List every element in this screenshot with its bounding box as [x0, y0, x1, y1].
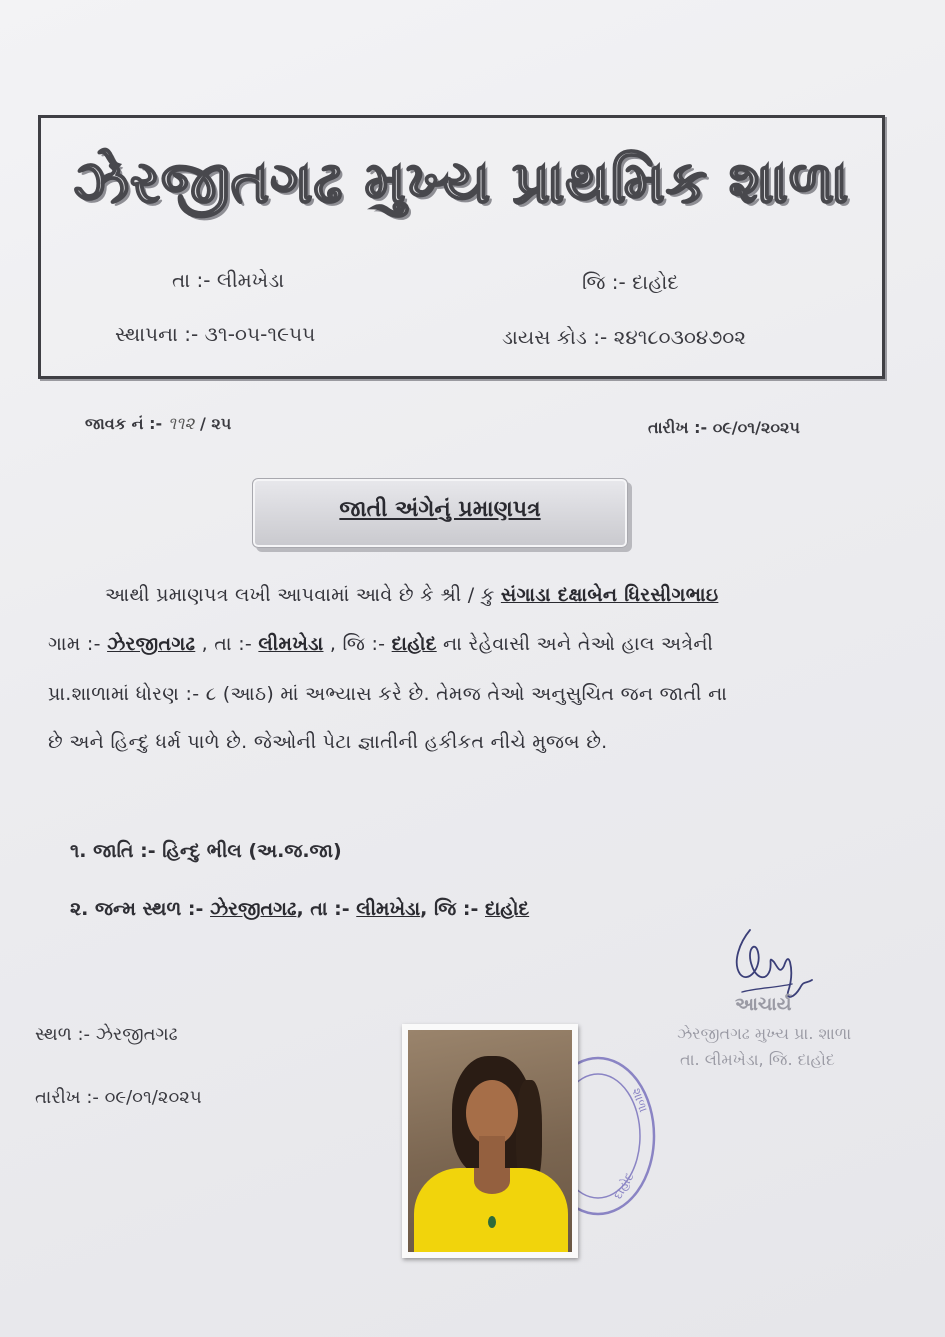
outward-number-suffix: / ૨૫: [199, 414, 232, 433]
body-line-1-text: આથી પ્રમાણપત્ર લખી આપવામાં આવે છે કે શ્રી / કુ: [105, 584, 501, 606]
birthplace-taluka-label: , તા :-: [296, 898, 357, 920]
district-value: દાહોદ: [391, 633, 437, 655]
signatory-address: તા. લીમખેડા, જિ. દાહોદ: [680, 1050, 835, 1069]
body-line-3: પ્રા.શાળામાં ધોરણ :- ૮ (આઠ) માં અભ્યાસ કરે છે. તેમજ તેઓ અનુસુચિત જન જાતી ના: [48, 683, 728, 705]
footer-date: તારીખ :- ૦૯/૦૧/૨૦૨૫: [35, 1087, 202, 1108]
header-taluka: તા :- લીમખેડા: [172, 268, 285, 292]
caste-detail: ૧. જાતિ :- હિન્દુ ભીલ (અ.જ.જા): [70, 840, 342, 862]
stamp-text-bottom: દાહોદ: [610, 1170, 637, 1202]
photo-collar: [474, 1168, 510, 1194]
outward-number-label: જાવક નં :-: [85, 414, 163, 433]
certificate-title: જાતી અંગેનું પ્રમાણપત્ર: [339, 497, 541, 522]
student-name: સંગાડા દક્ષાબેન ધિરસીગભાઇ: [500, 584, 719, 606]
outward-number: [85, 414, 231, 434]
outward-number-handwritten: ૧૧૨: [167, 414, 195, 434]
signatory-title: આચાર્ય: [735, 994, 792, 1015]
taluka-value: લીમખેડા: [258, 633, 324, 655]
birthplace-village: ઝેરજીતગઢ: [210, 898, 297, 920]
photo-neck: [479, 1136, 505, 1172]
body-line-2-rest: ના રેહેવાસી અને તેઓ હાલ અત્રેની: [436, 633, 714, 655]
photo-pendant: [488, 1216, 496, 1228]
header-established: સ્થાપના :- ૩૧-૦૫-૧૯૫૫: [115, 322, 316, 346]
signatory-school: ઝેરજીતગઢ મુખ્ય પ્રા. શાળા: [677, 1024, 852, 1043]
footer-place: સ્થળ :- ઝેરજીતગઢ: [35, 1024, 178, 1045]
certificate-title-box: [252, 478, 628, 548]
birthplace-district-label: , જિ :-: [420, 898, 485, 920]
body-line-1: [105, 584, 718, 606]
district-label: , જિ :-: [323, 633, 392, 655]
village-label: ગામ :-: [48, 633, 108, 655]
header-dise-code: ડાયસ કોડ :- ૨૪૧૮૦૩૦૪૭૦૨: [502, 325, 747, 349]
village-value: ઝેરજીતગઢ: [107, 633, 196, 655]
birthplace-district: દાહોદ: [485, 898, 530, 920]
birthplace-label: ૨. જન્મ સ્થળ :-: [70, 898, 211, 920]
taluka-label: , તા :-: [195, 633, 259, 655]
student-photo-image: [408, 1030, 572, 1252]
body-line-2: [48, 633, 713, 655]
school-name: ઝેરજીતગઢ મુખ્ય પ્રાથમિક શાળા: [73, 148, 850, 216]
student-photo: [402, 1024, 578, 1258]
body-line-4: છે અને હિન્દુ ધર્મ પાળે છે. જેઓની પેટા જ્ઞાતીની હકીકત નીચે મુજબ છે.: [48, 731, 608, 753]
reference-date: તારીખ :- ૦૯/૦૧/૨૦૨૫: [648, 418, 800, 437]
stamp-text-top: શાળા: [629, 1086, 651, 1115]
birthplace-taluka: લીમખેડા: [356, 898, 421, 920]
header-district: જિ :- દાહોદ: [582, 270, 679, 294]
birthplace-detail: [70, 898, 529, 920]
